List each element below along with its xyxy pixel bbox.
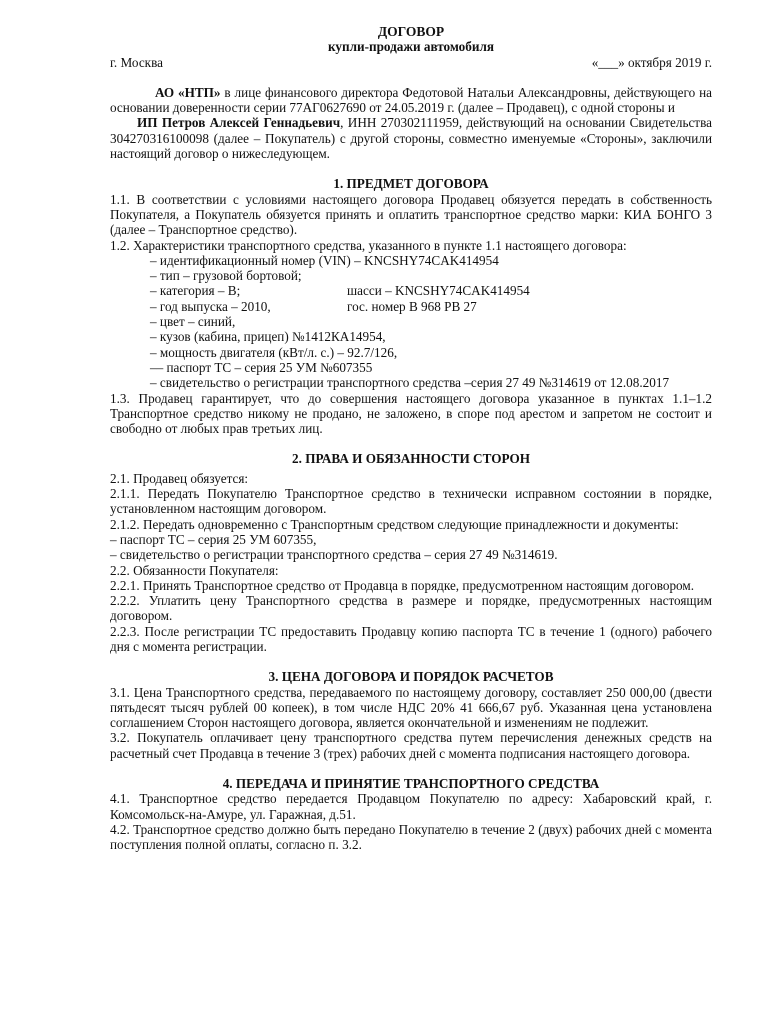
clause-2-2: 2.2. Обязанности Покупателя: <box>110 562 279 578</box>
vehicle-power: – мощность двигателя (кВт/л. с.) – 92.7/126, <box>150 344 398 360</box>
preamble-buyer <box>110 115 712 161</box>
seller-name: АО «НТП» <box>155 84 221 100</box>
clause-1-2: 1.2. Характеристики транспортного средства, указанного в пункте 1.1 настоящего договора: <box>110 237 627 253</box>
preamble-seller <box>110 85 712 116</box>
buyer-text: , ИНН 270302111959, действующий на основании Свидетельства 304270316100098 (далее – Покупатель) с другой стороны, совместно именуемые «Стороны», заключили настоящий договор о нижеследующем. <box>110 115 712 162</box>
vehicle-category-row <box>110 283 712 298</box>
vehicle-color: – цвет – синий, <box>150 314 236 330</box>
clause-4-2: 4.2. Транспортное средство должно быть передано Покупателю в течение 2 (двух) рабочих дней с момента поступления полной оплаты, согласно п. 3.2. <box>110 821 712 853</box>
vehicle-passport: –– паспорт ТС – серия 25 УМ №607355 <box>150 359 373 375</box>
clause-2-2-3: 2.2.3. После регистрации ТС предоставить Продавцу копию паспорта ТС в течение 1 (одного) рабочего дня с момента регистрации. <box>110 623 712 654</box>
place-date-row <box>110 55 712 70</box>
vehicle-year: – год выпуска – 2010, <box>150 298 271 314</box>
clause-1-3: 1.3. Продавец гарантирует, что до совершения настоящего договора указанное в пунктах 1.1–1.2 Транспортное средство никому не продано, не заложено, в споре под арестом и запретом не состоит и свободно от любых прав третьих лиц. <box>110 390 712 437</box>
buyer-name: ИП Петров Алексей Геннадьевич <box>137 115 341 131</box>
document-item-registration: – свидетельство о регистрации транспортного средства – серия 27 49 №314619. <box>110 547 558 563</box>
contract-page <box>110 24 712 853</box>
clause-2-1: 2.1. Продавец обязуется: <box>110 470 249 486</box>
vehicle-type: – тип – грузовой бортовой; <box>150 268 302 284</box>
vehicle-registration: – свидетельство о регистрации транспортного средства –серия 27 49 №314619 от 12.08.2017 <box>150 375 670 391</box>
seller-text: в лице финансового директора Федотовой Натальи Александровны, действующего на основании доверенности серии 77АГ0627690 от 24.05.2019 г. (далее – Продавец), с одной стороны и <box>110 84 713 116</box>
clause-2-2-2: 2.2.2. Уплатить цену Транспортного средства в размере и порядке, предусмотренных настоящим договором. <box>110 593 712 624</box>
vehicle-chassis: шасси – KNCSHY74CAK414954 <box>347 283 530 299</box>
section-2-heading: 2. ПРАВА И ОБЯЗАННОСТИ СТОРОН <box>292 451 530 467</box>
document-item-passport: – паспорт ТС – серия 25 УМ 607355, <box>110 531 317 547</box>
city: г. Москва <box>110 54 163 70</box>
section-3-heading: 3. ЦЕНА ДОГОВОРА И ПОРЯДОК РАСЧЕТОВ <box>268 669 554 685</box>
vehicle-body: – кузов (кабина, прицеп) №1412КА14954, <box>150 329 386 345</box>
vehicle-vin: – идентификационный номер (VIN) – KNCSHY74CAK414954 <box>150 252 499 268</box>
clause-2-1-2: 2.1.2. Передать одновременно с Транспортным средством следующие принадлежности и документы: <box>110 516 679 532</box>
vehicle-year-row <box>110 299 712 314</box>
clause-2-1-1: 2.1.1. Передать Покупателю Транспортное средство в технически исправном состоянии в порядке, установленном настоящим договором. <box>110 486 712 517</box>
contract-date: «___» октября 2019 г. <box>591 54 712 70</box>
clause-4-1: 4.1. Транспортное средство передается Продавцом Покупателю по адресу: Хабаровский край, г. Комсомольск-на-Амуре, ул. Гаражная, д.51. <box>110 791 712 822</box>
clause-1-1: 1.1. В соответствии с условиями настоящего договора Продавец обязуется передать в собственность Покупателя, а Покупатель обязуется принять и оплатить транспортное средство марки: КИА БОНГО 3 (далее – Транспортное средство). <box>110 191 712 238</box>
section-1-heading: 1. ПРЕДМЕТ ДОГОВОРА <box>333 176 489 192</box>
clause-3-1: 3.1. Цена Транспортного средства, передаваемого по настоящему договору, составляет 250 000,00 (двести пятьдесят тысяч рублей 00 копеек), в том числе НДС 20% 41 666,67 руб. Указанная цена установлена соглашением Сторон настоящего договора, является окончательной и изменениям не подлежит. <box>110 684 712 731</box>
clause-2-2-1: 2.2.1. Принять Транспортное средство от Продавца в порядке, предусмотренном настоящим договором. <box>110 577 695 593</box>
clause-3-2: 3.2. Покупатель оплачивает цену транспортного средства путем перечисления денежных средств на расчетный счет Продавца в течение 3 (трех) рабочих дней с момента подписания настоящего договора. <box>110 730 712 761</box>
document-subtitle: купли-продажи автомобиля <box>327 39 495 55</box>
document-title: ДОГОВОР <box>377 24 445 39</box>
section-4-heading: 4. ПЕРЕДАЧА И ПРИНЯТИЕ ТРАНСПОРТНОГО СРЕДСТВА <box>222 776 600 792</box>
vehicle-plate: гос. номер В 968 РВ 27 <box>347 298 477 314</box>
vehicle-category: – категория – В; <box>150 283 241 299</box>
